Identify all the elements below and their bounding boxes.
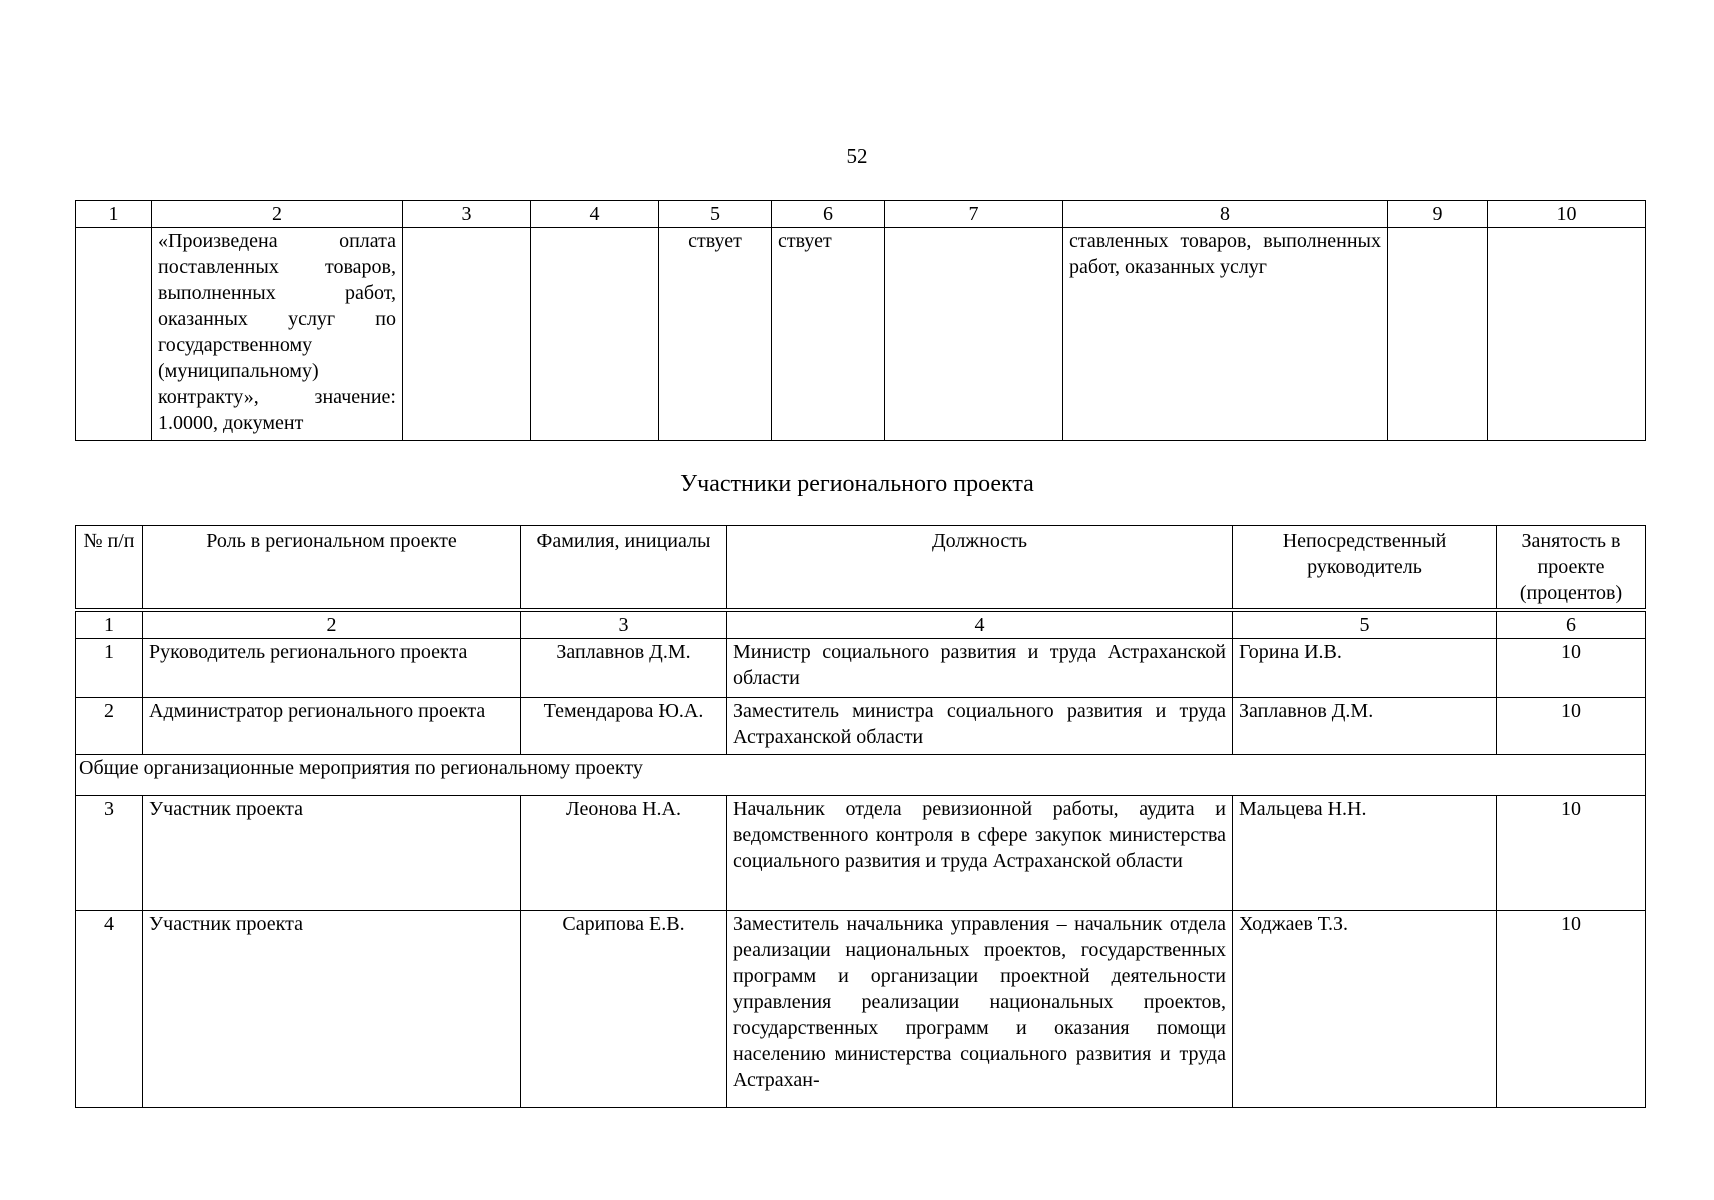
cell-c4: [531, 228, 659, 441]
cell-name: Заплавнов Д.М.: [521, 639, 727, 698]
column-number: 1: [76, 610, 143, 639]
cell-employment: 10: [1497, 911, 1646, 1108]
column-number: 8: [1063, 201, 1388, 228]
cell-num: 2: [76, 698, 143, 755]
cell-name: Темендарова Ю.А.: [521, 698, 727, 755]
cell-employment: 10: [1497, 639, 1646, 698]
column-number: 5: [659, 201, 772, 228]
column-number-row: [76, 610, 1646, 639]
cell-num: 4: [76, 911, 143, 1108]
cell-num: 3: [76, 796, 143, 911]
cell-employment: 10: [1497, 796, 1646, 911]
column-number: 2: [152, 201, 403, 228]
column-number: 3: [403, 201, 531, 228]
column-number: 7: [885, 201, 1063, 228]
continuation-table: [75, 200, 1646, 441]
header-role: Роль в региональном проекте: [143, 526, 521, 611]
cell-c7: [885, 228, 1063, 441]
table-row: [76, 228, 1646, 441]
column-number: 6: [772, 201, 885, 228]
column-number: 3: [521, 610, 727, 639]
section-row: [76, 755, 1646, 796]
table-row: [76, 698, 1646, 755]
header-position: Должность: [727, 526, 1233, 611]
cell-supervisor: Мальцева Н.Н.: [1233, 796, 1497, 911]
cell-name: Сарипова Е.В.: [521, 911, 727, 1108]
cell-role: Участник проекта: [143, 796, 521, 911]
cell-c5: ствует: [659, 228, 772, 441]
cell-role: Участник проекта: [143, 911, 521, 1108]
cell-result-description: «Произведена оплата поставленных товаров, выполненных работ, оказанных услуг по государственному (муниципальному) контракту», значение: 1.0000, документ: [152, 228, 403, 441]
table-row: [76, 796, 1646, 911]
cell-c3: [403, 228, 531, 441]
column-number: 6: [1497, 610, 1646, 639]
cell-name: Леонова Н.А.: [521, 796, 727, 911]
column-number: 4: [531, 201, 659, 228]
section-row-label: Общие организационные мероприятия по региональному проекту: [76, 755, 1646, 796]
cell-c10: [1488, 228, 1646, 441]
header-name: Фамилия, инициалы: [521, 526, 727, 611]
header-num: № п/п: [76, 526, 143, 611]
header-supervisor: Непосредственный руководитель: [1233, 526, 1497, 611]
page-number: 52: [846, 144, 868, 168]
cell-c9: [1388, 228, 1488, 441]
column-number-row: [76, 201, 1646, 228]
column-number: 9: [1388, 201, 1488, 228]
column-number: 5: [1233, 610, 1497, 639]
column-number: 1: [76, 201, 152, 228]
column-number: 10: [1488, 201, 1646, 228]
cell-role: Руководитель регионального проекта: [143, 639, 521, 698]
cell-c8: ставленных товаров, выполненных работ, оказанных услуг: [1063, 228, 1388, 441]
table-row: [76, 639, 1646, 698]
table-row: [76, 911, 1646, 1108]
cell-position: Министр социального развития и труда Астраханской области: [727, 639, 1233, 698]
cell-position: Заместитель начальника управления – начальник отдела реализации национальных проектов, государственных программ и организации проектной деятельности управления реализации национальных проектов, государственных программ и оказания помощи населению министерства социального развития и труда Астрахан-: [727, 911, 1233, 1108]
section-title: Участники регионального проекта: [680, 471, 1034, 497]
cell-role: Администратор регионального проекта: [143, 698, 521, 755]
cell-supervisor: Заплавнов Д.М.: [1233, 698, 1497, 755]
cell-employment: 10: [1497, 698, 1646, 755]
cell-position: Заместитель министра социального развития и труда Астраханской области: [727, 698, 1233, 755]
participants-table: [75, 525, 1646, 1108]
cell-supervisor: Горина И.В.: [1233, 639, 1497, 698]
cell-position: Начальник отдела ревизионной работы, аудита и ведомственного контроля в сфере закупок министерства социального развития и труда Астраханской области: [727, 796, 1233, 911]
cell-c6: ствует: [772, 228, 885, 441]
column-number: 4: [727, 610, 1233, 639]
header-employment: Занятость в проекте (процентов): [1497, 526, 1646, 611]
column-number: 2: [143, 610, 521, 639]
cell-c1: [76, 228, 152, 441]
cell-num: 1: [76, 639, 143, 698]
header-row: [76, 526, 1646, 611]
cell-supervisor: Ходжаев Т.З.: [1233, 911, 1497, 1108]
